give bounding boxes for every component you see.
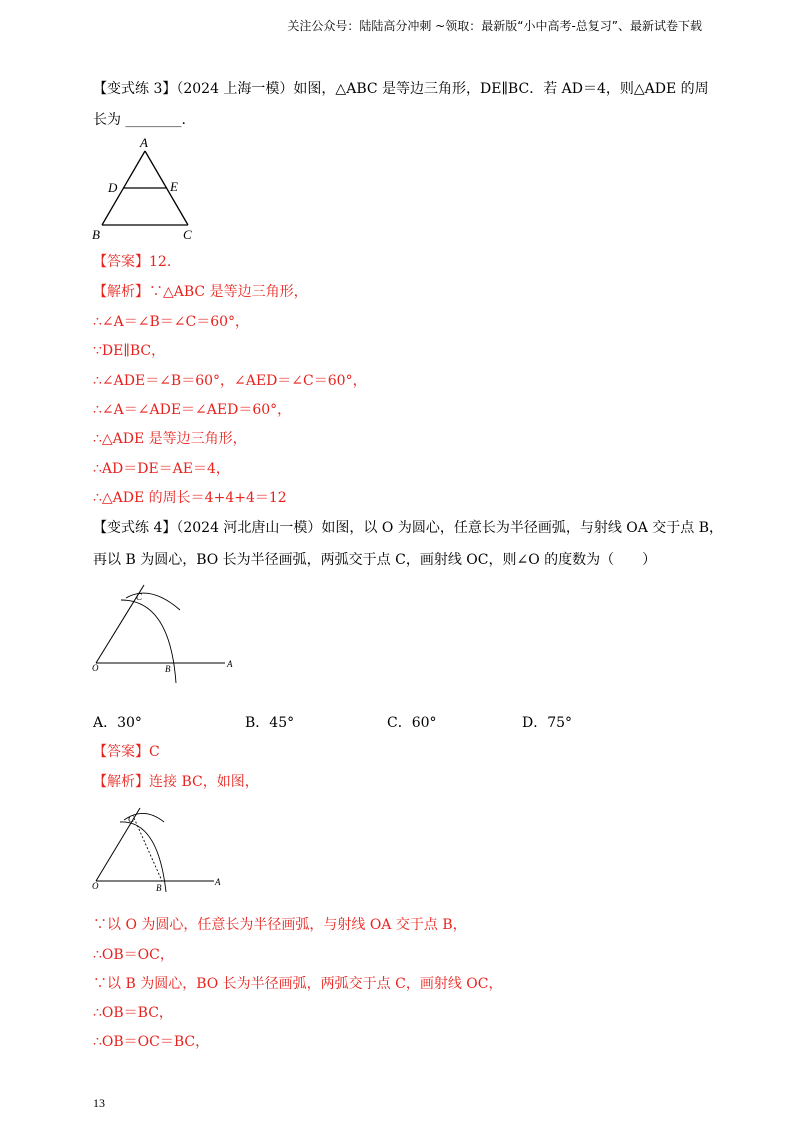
label-o: O [92,881,99,891]
page-number: 13 [93,1096,105,1110]
label-c: C [183,227,192,242]
option-a: A．30° [93,715,142,731]
analysis-line: ∴∠A＝∠ADE＝∠AED＝60°， [93,402,292,418]
question-3-answer: 【答案】12. [93,254,172,270]
label-a: A [227,659,233,669]
triangle-figure [88,135,208,245]
question-4-line-2: 再以 B 为圆心，BO 长为半径画弧，两弧交于点 C，画射线 OC，则∠O 的度数为（ ） [93,552,657,568]
analysis-line: ∴△ADE 的周长＝4+4+4＝12 [93,490,287,506]
label-c: C [128,814,135,824]
analysis-line: ∴∠A＝∠B＝∠C＝60°， [93,314,250,330]
label-b: B [92,227,100,242]
option-d: D．75° [522,715,573,731]
analysis-line: ∵DE∥BC， [93,343,166,359]
segment-bc-dashed [134,818,162,881]
label-c: C [136,592,143,602]
label-b: B [156,883,162,893]
question-4-line-1: 【变式练 4】（2024 河北唐山一模）如图，以 O 为圆心，任意长为半径画弧，与射线 OA 交于点 B， [93,520,724,536]
analysis-line: ∵以 B 为圆心，BO 长为半径画弧，两弧交于点 C，画射线 OC， [93,976,503,992]
label-e: E [170,179,178,194]
question-3-line-2: 长为 ________. [93,112,186,128]
label-d: D [108,180,118,195]
analysis-line: 【解析】∵△ABC 是等边三角形， [93,284,308,300]
option-b: B．45° [245,715,295,731]
analysis-line: ∴OB＝OC， [93,947,174,963]
analysis-line: ∴OB＝BC， [93,1005,173,1021]
analysis-line: ∵以 O 为圆心，任意长为半径画弧，与射线 OA 交于点 B， [93,917,467,933]
question-4-analysis-head: 【解析】连接 BC，如图， [93,774,259,790]
construction-figure-with-bc [88,800,228,895]
analysis-line: ∴AD＝DE＝AE＝4， [93,461,230,477]
label-a: A [215,877,221,887]
analysis-line: ∴OB＝OC＝BC， [93,1034,210,1050]
label-b: B [165,664,171,674]
question-4-answer: 【答案】C [93,744,160,760]
option-c: C．60° [387,715,437,731]
question-3-line-1: 【变式练 3】（2024 上海一模）如图，△ABC 是等边三角形，DE∥BC．若 AD＝4，则△ADE 的周 [93,81,709,97]
page-header: 关注公众号：陆陆高分冲刺 ~领取：最新版“小中高考-总复习”、最新试卷下载 [287,19,702,33]
label-a: A [140,135,148,150]
label-o: O [92,663,99,673]
analysis-line: ∴∠ADE＝∠B＝60°，∠AED＝∠C＝60°， [93,373,367,389]
construction-figure [88,580,238,685]
analysis-line: ∴△ADE 是等边三角形， [93,431,247,447]
